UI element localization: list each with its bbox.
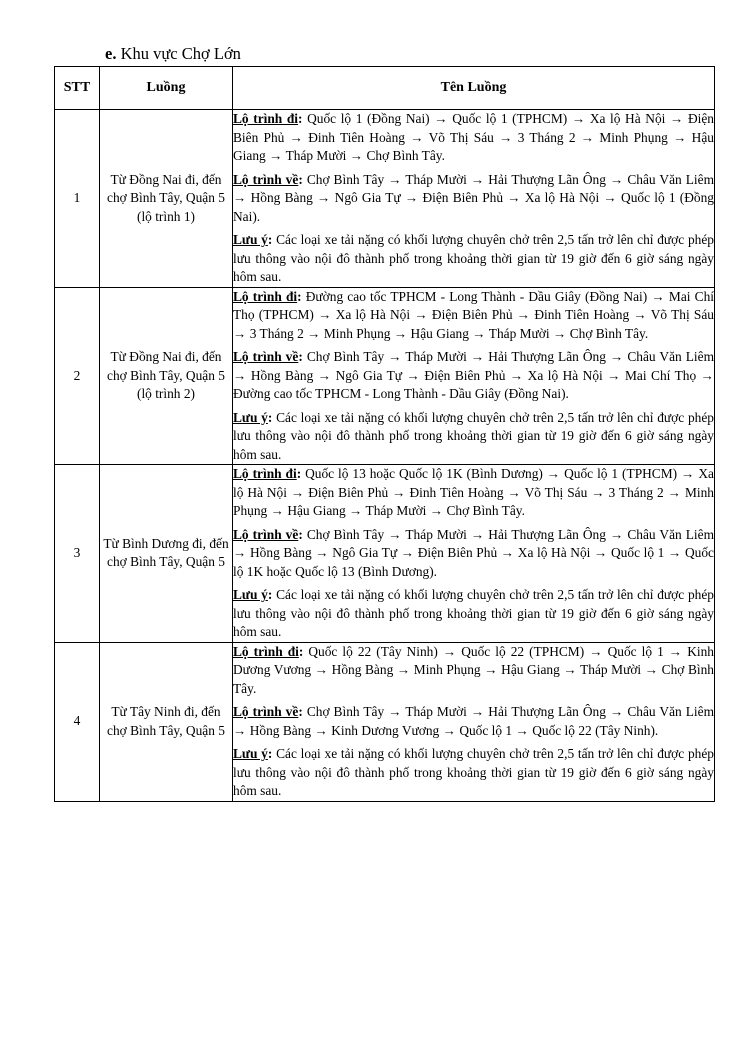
table-row — [55, 465, 715, 643]
route-return-text: Chợ Bình Tây → Tháp Mười → Hải Thượng Lãn Ông → Châu Văn Liêm → Hồng Bàng → Ngô Gia Tự → Điện Biên Phủ → Xa lộ Hà Nội → Mai Chí Thọ → Đường cao tốc TPHCM - Long Thành - Dầu Giây (Đồng Nai). — [233, 349, 714, 401]
label-colon: : — [298, 111, 303, 126]
section-heading — [105, 44, 241, 64]
label-colon: : — [298, 349, 303, 364]
route-outbound-label: Lộ trình đi — [233, 643, 299, 659]
label-colon: : — [267, 587, 273, 602]
route-note — [233, 745, 714, 801]
route-outbound-label: Lộ trình đi — [233, 288, 298, 304]
row-luong: Từ Đồng Nai đi, đến chợ Bình Tây, Quận 5 (lộ trình 1) — [100, 110, 233, 288]
row-ten-luong — [233, 642, 715, 801]
route-note — [233, 586, 714, 642]
label-colon: : — [267, 409, 273, 425]
row-luong: Từ Bình Dương đi, đến chợ Bình Tây, Quận 5 — [100, 465, 233, 643]
route-note-text: Các loại xe tải nặng có khối lượng chuyên chở trên 2,5 tấn trở lên chỉ được phép lưu thông vào nội đô thành phố trong khoảng thời gian từ 19 giờ đến 6 giờ sáng ngày hôm sau. — [233, 409, 714, 462]
row-luong: Từ Đồng Nai đi, đến chợ Bình Tây, Quận 5 (lộ trình 2) — [100, 287, 233, 465]
label-colon: : — [296, 466, 302, 481]
label-colon: : — [298, 704, 303, 719]
routes-table — [54, 66, 715, 802]
route-outbound-label: Lộ trình đi — [233, 466, 297, 481]
row-ten-luong — [233, 465, 715, 643]
route-note — [233, 409, 714, 465]
section-title: Khu vực Chợ Lớn — [120, 44, 241, 63]
route-note-label: Lưu ý — [233, 232, 268, 247]
route-note-label: Lưu ý — [233, 746, 268, 761]
label-colon: : — [267, 232, 273, 247]
route-return-label: Lộ trình về — [233, 171, 299, 187]
route-note-label: Lưu ý — [233, 587, 268, 602]
route-return-text: Chợ Bình Tây → Tháp Mười → Hải Thượng Lãn Ông → Châu Văn Liêm → Hồng Bàng → Ngô Gia Tự → Điện Biên Phủ → Xa lộ Hà Nội → Quốc lộ 1 → Quốc lộ 1K hoặc Quốc lộ 13 (Bình Dương). — [233, 526, 714, 579]
route-note-text: Các loại xe tải nặng có khối lượng chuyên chở trên 2,5 tấn trở lên chỉ được phép lưu thông vào nội đô thành phố trong khoảng thời gian từ 19 giờ đến 6 giờ sáng ngày hôm sau. — [233, 746, 714, 798]
route-outbound-text: Quốc lộ 1 (Đồng Nai) → Quốc lộ 1 (TPHCM) → Xa lộ Hà Nội → Điện Biên Phủ → Đinh Tiên Hoàng → Võ Thị Sáu → 3 Tháng 2 → Minh Phụng → Hậu Giang → Tháp Mười → Chợ Bình Tây. — [233, 111, 714, 163]
route-return-text: Chợ Bình Tây → Tháp Mười → Hải Thượng Lãn Ông → Châu Văn Liêm → Hồng Bàng → Kinh Dương Vương → Quốc lộ 1 → Quốc lộ 22 (Tây Ninh). — [233, 704, 714, 738]
row-luong: Từ Tây Ninh đi, đến chợ Bình Tây, Quận 5 — [100, 642, 233, 801]
route-return — [233, 348, 714, 404]
route-outbound-text: Đường cao tốc TPHCM - Long Thành - Dầu Giây (Đồng Nai) → Mai Chí Thọ (TPHCM) → Xa lộ Hà Nội → Điện Biên Phủ → Đinh Tiên Hoàng → Võ Thị Sáu → 3 Tháng 2 → Minh Phụng → Hậu Giang → Tháp Mười → Chợ Bình Tây. — [233, 288, 714, 341]
route-outbound-label: Lộ trình đi — [233, 111, 299, 126]
header-stt: STT — [55, 67, 100, 110]
label-colon: : — [297, 288, 302, 304]
table-row — [55, 110, 715, 288]
route-outbound-text: Quốc lộ 22 (Tây Ninh) → Quốc lộ 22 (TPHCM) → Quốc lộ 1 → Kinh Dương Vương → Hồng Bàng → Minh Phụng → Hậu Giang → Tháp Mười → Chợ Bình Tây. — [233, 643, 715, 696]
section-letter: e. — [105, 44, 117, 63]
route-note — [233, 231, 714, 287]
route-outbound — [233, 288, 714, 344]
route-return-label: Lộ trình về — [233, 704, 299, 719]
row-stt: 2 — [55, 287, 100, 465]
route-outbound-text: Quốc lộ 13 hoặc Quốc lộ 1K (Bình Dương) → Quốc lộ 1 (TPHCM) → Xa lộ Hà Nội → Điện Biên Phủ → Đinh Tiên Hoàng → Võ Thị Sáu → 3 Tháng 2 → Minh Phụng → Hậu Giang → Tháp Mười → Chợ Bình Tây. — [233, 466, 714, 518]
row-stt: 1 — [55, 110, 100, 288]
header-luong: Luồng — [100, 67, 233, 110]
route-return-label: Lộ trình về — [233, 526, 299, 542]
row-ten-luong — [233, 287, 715, 465]
route-return — [233, 171, 714, 227]
route-outbound — [233, 110, 714, 166]
row-stt: 3 — [55, 465, 100, 643]
route-return-label: Lộ trình về — [233, 349, 299, 364]
route-return-text: Chợ Bình Tây → Tháp Mười → Hải Thượng Lãn Ông → Châu Văn Liêm → Hồng Bàng → Ngô Gia Tự → Điện Biên Phủ → Xa lộ Hà Nội → Quốc lộ 1 (Đồng Nai). — [233, 171, 714, 224]
route-note-text: Các loại xe tải nặng có khối lượng chuyên chở trên 2,5 tấn trở lên chỉ được phép lưu thông vào nội đô thành phố trong khoảng thời gian từ 19 giờ đến 6 giờ sáng ngày hôm sau. — [233, 232, 714, 284]
route-note-label: Lưu ý — [233, 409, 268, 425]
header-ten-luong: Tên Luồng — [233, 67, 715, 110]
route-return — [233, 526, 714, 582]
route-outbound — [233, 465, 714, 521]
table-header-row — [55, 67, 715, 110]
label-colon: : — [298, 643, 304, 659]
table-row — [55, 287, 715, 465]
label-colon: : — [298, 526, 303, 542]
label-colon: : — [267, 746, 273, 761]
route-return — [233, 703, 714, 740]
route-note-text: Các loại xe tải nặng có khối lượng chuyên chở trên 2,5 tấn trở lên chỉ được phép lưu thông vào nội đô thành phố trong khoảng thời gian từ 19 giờ đến 6 giờ sáng ngày hôm sau. — [233, 587, 714, 639]
table-row — [55, 642, 715, 801]
route-outbound — [233, 643, 714, 699]
row-stt: 4 — [55, 642, 100, 801]
label-colon: : — [298, 171, 303, 187]
row-ten-luong — [233, 110, 715, 288]
